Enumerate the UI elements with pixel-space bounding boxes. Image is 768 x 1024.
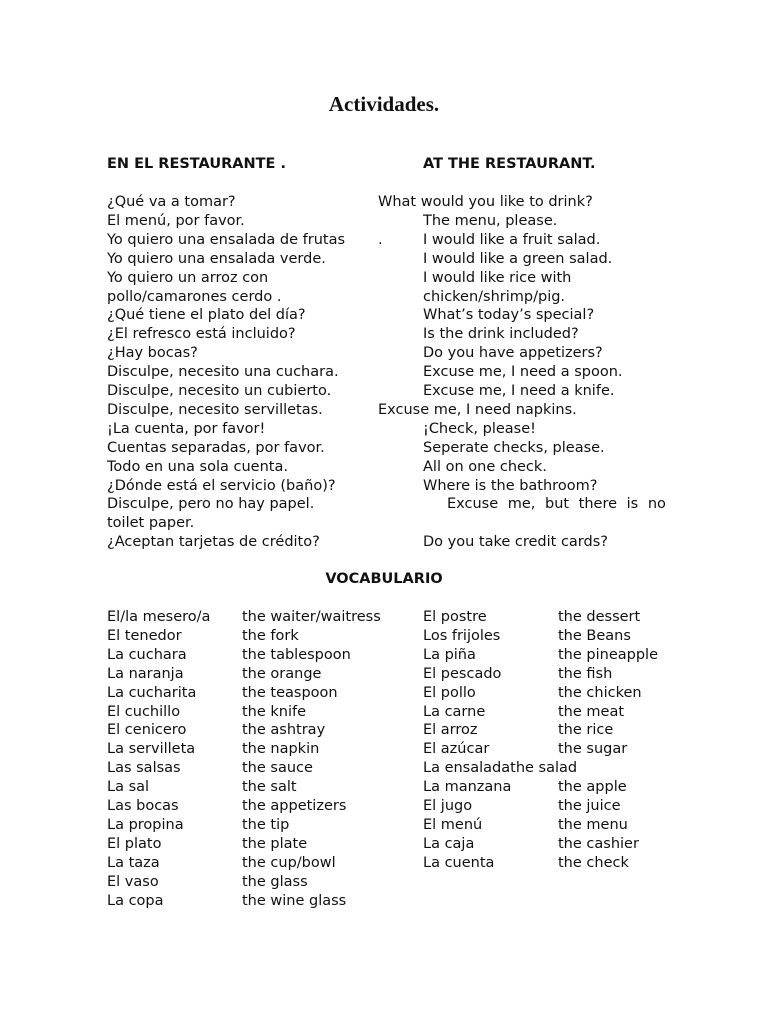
vocab-spanish-term: Los frijoles — [423, 627, 501, 644]
vocab-english-term: the ashtray — [242, 722, 326, 739]
english-phrase: Seperate checks, please. — [423, 439, 605, 456]
vocab-english-term: the cup/bowl — [242, 854, 336, 871]
vocab-spanish-term: El pollo — [423, 684, 476, 701]
vocab-english-term: the teaspoon — [242, 684, 338, 701]
vocab-english-term: the wine glass — [242, 892, 347, 909]
vocab-spanish-term: Las salsas — [107, 760, 181, 777]
vocab-spanish-term: La naranja — [107, 665, 184, 682]
spanish-phrase: ¿Aceptan tarjetas de crédito? — [107, 534, 320, 551]
spanish-phrase: ¿Qué va a tomar? — [107, 194, 236, 210]
vocab-spanish-term: El jugo — [423, 798, 473, 814]
spanish-phrase: ¿Qué tiene el plato del día? — [107, 307, 306, 324]
vocab-english-term: the dessert — [558, 609, 641, 625]
english-phrase: What’s today’s special? — [423, 307, 595, 324]
vocab-english-term: the Beans — [558, 627, 631, 644]
vocab-spanish-term: La cucharita — [107, 684, 197, 701]
spanish-phrase: Yo quiero una ensalada verde. — [107, 250, 326, 267]
vocab-english-term: the meat — [558, 703, 625, 720]
vocab-english-term: the orange — [242, 665, 322, 682]
spanish-phrase: Yo quiero un arroz con — [107, 269, 269, 286]
english-phrase: Do you have appetizers? — [423, 345, 603, 362]
english-phrase: Excuse me, I need napkins. — [378, 401, 577, 418]
vocab-spanish-term: El cuchillo — [107, 703, 181, 720]
vocab-spanish-term: La taza — [107, 854, 160, 871]
vocab-english-term: the tip — [242, 816, 290, 833]
vocab-spanish-term: Las bocas — [107, 798, 179, 814]
spanish-phrase: ¿Hay bocas? — [107, 345, 198, 362]
vocabulary-title: VOCABULARIO — [325, 571, 443, 587]
vocab-english-term: the check — [558, 854, 629, 871]
english-phrase: The menu, please. — [423, 212, 558, 229]
vocab-spanish-term: El vaso — [107, 873, 159, 890]
english-section-header: AT THE RESTAURANT. — [423, 156, 596, 172]
spanish-phrase: ¿Dónde está el servicio (baño)? — [107, 477, 336, 494]
english-phrase: ¡Check, please! — [423, 420, 536, 437]
spanish-phrase: Disculpe, necesito servilletas. — [107, 401, 323, 418]
english-phrase: Is the drink included? — [423, 326, 579, 343]
vocab-spanish-term: La ensaladathe salad — [423, 760, 578, 777]
vocab-english-term: the napkin — [242, 741, 320, 758]
vocab-spanish-term: El azúcar — [423, 741, 490, 758]
english-phrase: Do you take credit cards? — [423, 534, 608, 551]
vocab-english-term: the pineapple — [558, 646, 658, 663]
vocab-spanish-term: El/la mesero/a — [107, 609, 211, 625]
spanish-phrase: Disculpe, pero no hay papel. — [107, 496, 315, 513]
english-phrase: All on one check. — [423, 458, 547, 475]
english-phrase: Where is the bathroom? — [423, 477, 598, 494]
vocab-english-term: the chicken — [558, 684, 642, 701]
spanish-section-header: EN EL RESTAURANTE . — [107, 156, 286, 172]
page-title: Actividades. — [328, 92, 440, 116]
spanish-phrase: Yo quiero una ensalada de frutas — [107, 231, 346, 248]
english-phrase: Excuse me, I need a spoon. — [423, 364, 623, 381]
vocab-english-term: the knife — [242, 703, 307, 720]
spanish-phrase: ¿El refresco está incluido? — [107, 326, 296, 343]
english-phrase: Excuse me, I need a knife. — [423, 383, 615, 399]
vocab-english-term: the salt — [242, 779, 297, 796]
vocab-spanish-term: La propina — [107, 816, 184, 833]
vocab-spanish-term: El menú — [423, 816, 483, 833]
spanish-phrase: ¡La cuenta, por favor! — [107, 420, 266, 437]
english-phrase: What would you like to drink? — [378, 194, 593, 210]
vocab-spanish-term: El tenedor — [107, 627, 182, 644]
vocab-spanish-term: El pescado — [423, 665, 502, 682]
vocab-english-term: the tablespoon — [242, 646, 351, 663]
vocab-english-term: the fork — [242, 627, 299, 644]
spanish-phrase: Disculpe, necesito un cubierto. — [107, 383, 332, 399]
spanish-phrase: El menú, por favor. — [107, 212, 245, 229]
spanish-phrase: Disculpe, necesito una cuchara. — [107, 364, 339, 381]
vocab-english-term: the rice — [558, 722, 614, 739]
english-phrase: I would like a green salad. — [423, 250, 613, 267]
english-phrase: I would like rice with — [423, 269, 572, 286]
english-phrase: Excuse me, but there is no — [447, 496, 666, 513]
vocab-english-term: the sugar — [558, 741, 628, 758]
spanish-phrase: Todo en una sola cuenta. — [107, 458, 288, 475]
vocab-spanish-term: La piña — [423, 646, 476, 663]
vocab-spanish-term: La sal — [107, 779, 150, 796]
vocab-spanish-term: La carne — [423, 703, 486, 720]
vocab-english-term: the appetizers — [242, 798, 347, 814]
spanish-phrase: pollo/camarones cerdo . — [107, 288, 282, 305]
vocab-english-term: the sauce — [242, 760, 313, 777]
vocab-spanish-term: El postre — [423, 609, 487, 625]
vocab-english-term: the glass — [242, 873, 308, 890]
spanish-phrase: Cuentas separadas, por favor. — [107, 439, 325, 456]
vocab-english-term: the juice — [558, 798, 621, 814]
vocab-spanish-term: La manzana — [423, 779, 512, 796]
vocab-spanish-term: El arroz — [423, 722, 478, 739]
spanish-phrase: toilet paper. — [107, 515, 195, 532]
vocab-spanish-term: El plato — [107, 835, 162, 852]
english-phrase: I would like a fruit salad. — [423, 231, 601, 248]
vocab-spanish-term: La cuenta — [423, 854, 495, 871]
vocab-english-term: the waiter/waitress — [242, 609, 381, 625]
vocab-spanish-term: La caja — [423, 835, 475, 852]
vocab-english-term: the apple — [558, 779, 627, 796]
vocab-spanish-term: La cuchara — [107, 646, 187, 663]
stray-dot: . — [378, 231, 383, 248]
vocab-spanish-term: La servilleta — [107, 741, 196, 758]
vocab-english-term: the fish — [558, 665, 613, 682]
vocab-spanish-term: El cenicero — [107, 722, 187, 739]
vocab-spanish-term: La copa — [107, 892, 164, 909]
vocab-english-term: the plate — [242, 835, 308, 852]
english-phrase: chicken/shrimp/pig. — [423, 288, 566, 305]
vocab-english-term: the cashier — [558, 835, 639, 852]
vocab-english-term: the menu — [558, 816, 628, 833]
